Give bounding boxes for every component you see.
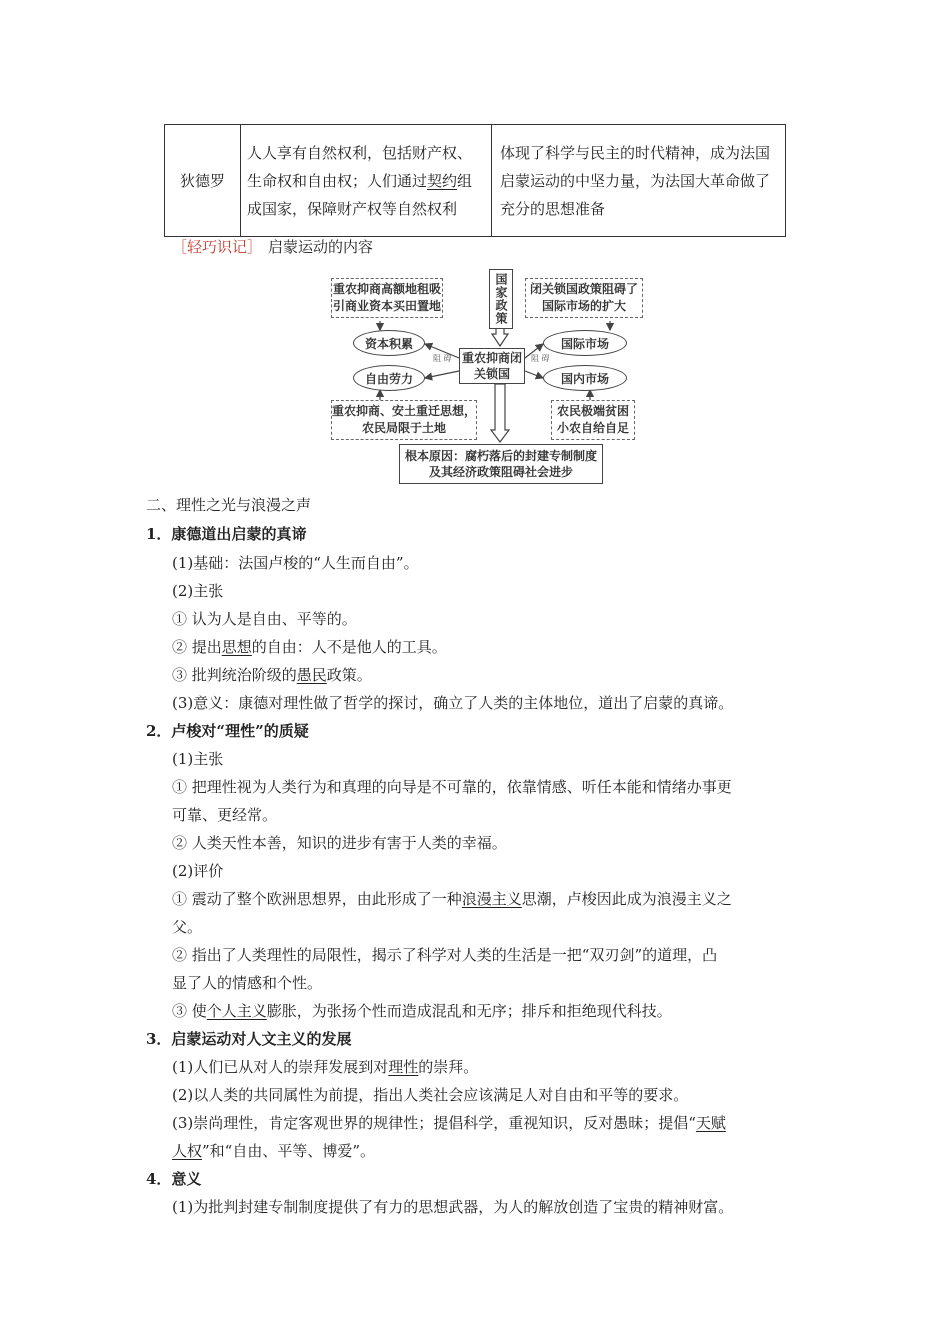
philosopher-significance: [492, 125, 785, 236]
ideas-part-2: 组成国家，保障财产权等自然权利: [247, 171, 473, 218]
tip-heading: [172, 236, 373, 257]
box-closed-door: 闭关锁国政策阻碍了国际市场的扩大: [525, 278, 643, 318]
p2-a1-line1: ① 把理性视为人类行为和真理的向导是不可靠的，依靠情感、听任本能和情绪办事更: [172, 778, 732, 796]
section-title: 二、理性之光与浪漫之声: [146, 496, 312, 514]
philosopher-table: [164, 124, 786, 237]
p2-a: (1)主张: [172, 750, 224, 768]
p1-c: (3)意义：康德对理性做了哲学的探讨，确立了人类的主体地位，道出了启蒙的真谛。: [172, 694, 734, 712]
ellipse-domestic-market: 国内市场: [543, 365, 627, 391]
ideas-part-1: 人人享有自然权利，包括财产权、生命权和自由权；人们通过: [247, 143, 473, 190]
p1-b: (2)主张: [172, 582, 224, 600]
p2-b3: [172, 1000, 672, 1021]
p2-b: (2)评价: [172, 862, 224, 880]
p3-c-line1: [172, 1112, 726, 1133]
p2-heading: 2．卢梭对“理性”的质疑: [146, 722, 309, 740]
text-seg: (1)人们已从对人的崇拜发展到对: [172, 1058, 389, 1076]
keyword-reason: 理性: [388, 1058, 419, 1076]
box-center-policy: 重农抑商闭关锁国: [459, 348, 525, 384]
box-peasants-poverty: 农民极端贫困小农自给自足: [551, 400, 635, 440]
keyword-thought: 思想: [221, 638, 252, 656]
ellipse-labor: 自由劳力: [353, 365, 425, 391]
p2-b1-line1: [172, 888, 732, 909]
p2-a1-line2: 可靠、更经常。: [172, 806, 278, 824]
text-seg: (3)崇尚理性，肯定客观世界的规律性；提倡科学，重视知识，反对愚昧；提倡“: [172, 1114, 696, 1132]
keyword-romanticism: 浪漫主义: [461, 890, 522, 908]
p2-b1-line2: 父。: [172, 918, 203, 936]
p2-b2-line2: 显了人的情感和个性。: [172, 974, 323, 992]
text-seg: ② 提出: [172, 638, 222, 656]
p1-b3: [172, 664, 372, 685]
p4-heading: 4．意义: [146, 1170, 202, 1188]
keyword-obscurantism: 愚民: [296, 666, 327, 684]
keyword-natural-rights-1: 天赋: [695, 1114, 726, 1132]
p4-a: (1)为批判封建专制制度提供了有力的思想武器，为人的解放创造了宝贵的精神财富。: [172, 1198, 734, 1216]
p2-a2: ② 人类天性本善，知识的进步有害于人类的幸福。: [172, 834, 507, 852]
block-label-left: 阻 碍: [433, 354, 452, 363]
p3-b: (2)以人类的共同属性为前提，指出人类社会应该满足人对自由和平等的要求。: [172, 1086, 689, 1104]
text-seg: 的崇拜。: [418, 1058, 479, 1076]
p2-b2-line1: ② 指出了人类理性的局限性，揭示了科学对人类的生活是一把“双刃剑”的道理，凸: [172, 946, 718, 964]
text-seg: ① 震动了整个欧洲思想界，由此形成了一种: [172, 890, 462, 908]
keyword-natural-rights-2: 人权: [172, 1142, 203, 1160]
p1-heading: 1．康德道出启蒙的真谛: [146, 525, 307, 543]
keyword-individualism: 个人主义: [206, 1002, 267, 1020]
text-seg: ③ 批判统治阶级的: [172, 666, 297, 684]
tip-tag: ［轻巧识记］: [172, 238, 263, 256]
enlightenment-diagram: [325, 266, 645, 490]
text-seg: 思潮，卢梭因此成为浪漫主义之: [521, 890, 732, 908]
box-land-rent: 重农抑商高额地租吸引商业资本买田置地: [331, 278, 443, 318]
ideas-keyword-contract: 契约: [427, 171, 458, 190]
box-root-cause: 根本原因：腐朽落后的封建专制制度及其经济政策阻碍社会进步: [399, 444, 603, 484]
text-seg: ”和“自由、平等、博爱”。: [202, 1142, 376, 1160]
text-seg: 政策。: [326, 666, 372, 684]
philosopher-ideas: [241, 125, 492, 236]
philosopher-name: 狄德罗: [165, 125, 241, 236]
block-label-right: 阻 碍: [531, 354, 550, 363]
significance-text: 体现了科学与民主的时代精神，成为法国启蒙运动的中坚力量，为法国大革命做了充分的思想准备: [500, 143, 771, 218]
ideas-text: [247, 139, 485, 223]
box-national-policy: 国家政策: [489, 269, 513, 329]
p3-a: [172, 1056, 478, 1077]
p3-heading: 3．启蒙运动对人文主义的发展: [146, 1030, 352, 1048]
text-seg: 膨胀，为张扬个性而造成混乱和无序；排斥和拒绝现代科技。: [266, 1002, 672, 1020]
text-seg: 的自由：人不是他人的工具。: [251, 638, 447, 656]
text-seg: ③ 使: [172, 1002, 207, 1020]
p1-a: (1)基础：法国卢梭的“人生而自由”。: [172, 554, 419, 572]
ellipse-international-market: 国际市场: [543, 330, 627, 356]
tip-title: 启蒙运动的内容: [268, 238, 374, 256]
p3-c-line2: [172, 1140, 375, 1161]
p1-b2: [172, 636, 447, 657]
root-arrow: [491, 384, 509, 442]
box-peasants-land: 重农抑商、安土重迁思想，农民局限于土地: [331, 400, 477, 440]
p1-b1: ① 认为人是自由、平等的。: [172, 610, 357, 628]
ellipse-capital: 资本积累: [353, 330, 425, 356]
